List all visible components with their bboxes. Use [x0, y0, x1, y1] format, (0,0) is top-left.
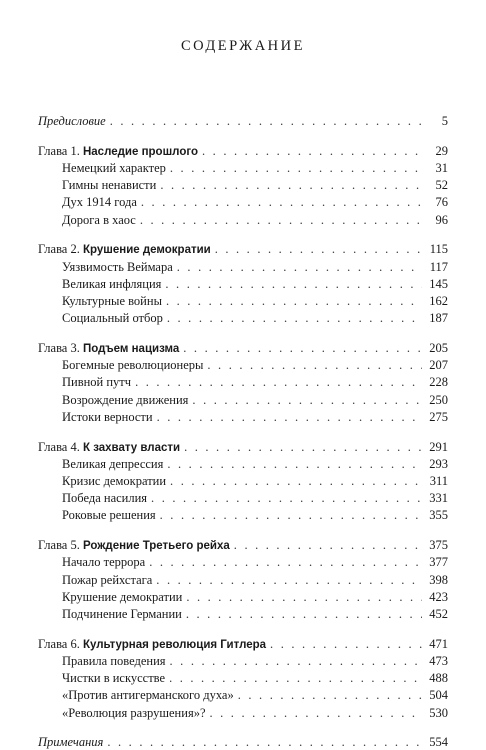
- page-number: 375: [429, 538, 448, 553]
- page-number: 31: [435, 161, 448, 175]
- dot-leader: [234, 537, 422, 553]
- toc-section[interactable]: [62, 259, 448, 275]
- toc-chapter-6[interactable]: [38, 636, 448, 652]
- section-label: Культурные войны: [62, 294, 162, 308]
- page-number: 250: [429, 392, 448, 407]
- chapter-number: Глава 5.: [38, 538, 83, 553]
- page-number: 29: [435, 143, 448, 158]
- dot-leader: [110, 113, 422, 129]
- chapter-heading: [38, 439, 180, 456]
- dot-leader: [157, 409, 422, 425]
- section-label: «Революция разрушения»?: [62, 705, 206, 720]
- chapter-title: Наследие прошлого: [82, 145, 199, 158]
- toc-section[interactable]: [62, 276, 448, 292]
- dot-leader: [215, 241, 422, 257]
- toc-section[interactable]: [62, 589, 448, 605]
- page-number: 228: [429, 375, 448, 390]
- page-number: 471: [429, 636, 448, 651]
- chapter-heading: [38, 241, 211, 258]
- toc-section[interactable]: [62, 507, 448, 523]
- section-label: Роковые решения: [62, 508, 156, 523]
- chapter-title: К захвату власти: [82, 441, 181, 454]
- toc-section[interactable]: [62, 473, 448, 489]
- entry-label: Предисловие: [38, 114, 106, 128]
- section-label: Дух 1914 года: [62, 195, 137, 210]
- chapter-number: Глава 3.: [38, 341, 83, 355]
- chapter-heading: [38, 636, 266, 653]
- dot-leader: [141, 194, 422, 210]
- page-number: 293: [429, 456, 448, 471]
- dot-leader: [170, 473, 422, 489]
- section-label: Пивной путч: [62, 375, 132, 390]
- toc-chapter-5[interactable]: [38, 537, 448, 553]
- chapter-title: Рождение Третьего рейха: [82, 540, 230, 553]
- dot-leader: [135, 374, 422, 390]
- chapter-number: Глава 6.: [38, 636, 83, 651]
- section-label: Уязвимость Веймара: [62, 259, 173, 274]
- section-label: Подчинение Германии: [62, 607, 182, 621]
- toc-entry-preface[interactable]: [38, 113, 448, 129]
- toc-section[interactable]: [62, 160, 448, 176]
- toc-section[interactable]: [62, 374, 448, 390]
- dot-leader: [170, 653, 422, 669]
- section-label: «Против антигерманского духа»: [62, 688, 234, 703]
- page-number: 5: [441, 114, 448, 128]
- dot-leader: [177, 259, 422, 275]
- page-number: 187: [429, 311, 448, 326]
- section-label: Гимны ненависти: [62, 178, 157, 193]
- page-number: 377: [429, 555, 448, 570]
- dot-leader: [202, 143, 422, 159]
- dot-leader: [169, 670, 422, 686]
- page-number: 117: [429, 259, 448, 274]
- dot-leader: [156, 572, 422, 588]
- chapter-number: Глава 4.: [38, 439, 83, 454]
- toc-section[interactable]: [62, 392, 448, 408]
- section-label: Победа насилия: [62, 491, 148, 506]
- toc-entry-notes[interactable]: [38, 734, 448, 750]
- entry-label: Примечания: [38, 735, 104, 750]
- page-number: 311: [429, 474, 448, 488]
- page-number: 145: [429, 276, 448, 291]
- page-number: 473: [429, 654, 448, 668]
- chapter-title: Культурная революция Гитлера: [82, 638, 267, 651]
- page-number: 355: [429, 508, 448, 523]
- toc-section[interactable]: [62, 310, 448, 326]
- toc-section[interactable]: [62, 554, 448, 570]
- toc-section[interactable]: [62, 194, 448, 210]
- toc-section[interactable]: [62, 212, 448, 228]
- section-label: Дорога в хаос: [62, 212, 136, 227]
- section-label: Кризис демократии: [62, 474, 167, 488]
- dot-leader: [151, 490, 422, 506]
- dot-leader: [184, 439, 422, 455]
- section-label: Великая депрессия: [62, 456, 164, 471]
- toc-section[interactable]: [62, 357, 448, 373]
- dot-leader: [186, 606, 422, 622]
- dot-leader: [183, 340, 422, 356]
- section-label: Начало террора: [62, 555, 146, 570]
- toc-section[interactable]: [62, 670, 448, 686]
- section-label: Немецкий характер: [62, 161, 166, 175]
- chapter-number: Глава 2.: [38, 242, 83, 257]
- toc-section[interactable]: [62, 456, 448, 472]
- page-number: 115: [429, 242, 448, 257]
- page-number: 423: [429, 589, 448, 604]
- chapter-title: Подъем нацизма: [82, 343, 180, 355]
- toc-section[interactable]: [62, 606, 448, 622]
- dot-leader: [160, 507, 422, 523]
- dot-leader: [149, 554, 422, 570]
- section-label: Чистки в искусстве: [62, 671, 166, 686]
- page-number: 452: [429, 607, 448, 621]
- page-number: 76: [435, 195, 448, 210]
- toc-chapter-1[interactable]: [38, 143, 448, 159]
- dot-leader: [186, 589, 422, 605]
- dot-leader: [192, 392, 422, 408]
- page-number: 207: [429, 358, 448, 373]
- section-label: Истоки верности: [62, 409, 153, 424]
- toc-chapter-2[interactable]: [38, 241, 448, 257]
- dot-leader: [238, 687, 422, 703]
- chapter-heading: [38, 143, 198, 160]
- section-label: Богемные революционеры: [62, 358, 204, 373]
- section-label: Социальный отбор: [62, 311, 163, 326]
- page-number: 96: [435, 212, 448, 227]
- section-label: Великая инфляция: [62, 276, 162, 291]
- toc-section[interactable]: [62, 409, 448, 425]
- dot-leader: [210, 705, 423, 721]
- dot-leader: [140, 212, 422, 228]
- page-number: 331: [429, 491, 448, 506]
- chapter-heading: [38, 340, 179, 357]
- dot-leader: [167, 310, 422, 326]
- chapter-heading: [38, 537, 230, 554]
- page-number: 52: [435, 178, 448, 193]
- section-label: Пожар рейхстага: [62, 572, 153, 587]
- page-number: 530: [429, 705, 448, 720]
- page-number: 398: [429, 572, 448, 587]
- page-number: 275: [429, 409, 448, 424]
- dot-leader: [207, 357, 422, 373]
- section-label: Правила поведения: [62, 654, 166, 668]
- page-number: 488: [429, 671, 448, 686]
- toc-chapter-4[interactable]: [38, 439, 448, 455]
- chapter-title: Крушение демократии: [82, 244, 211, 257]
- dot-leader: [170, 160, 422, 176]
- dot-leader: [107, 734, 422, 750]
- toc-section[interactable]: [62, 177, 448, 193]
- section-label: Возрождение движения: [62, 392, 189, 407]
- dot-leader: [167, 456, 422, 472]
- toc-section[interactable]: [62, 705, 448, 721]
- page-title: СОДЕРЖАНИЕ: [181, 38, 305, 54]
- page-number: 504: [429, 688, 448, 703]
- toc-section[interactable]: [62, 687, 448, 703]
- toc-section[interactable]: [62, 293, 448, 309]
- toc-section[interactable]: [62, 572, 448, 588]
- section-label: Крушение демократии: [62, 589, 183, 604]
- dot-leader: [160, 177, 422, 193]
- dot-leader: [165, 276, 422, 292]
- toc-chapter-3[interactable]: [38, 340, 448, 356]
- page-number: 162: [429, 294, 448, 308]
- dot-leader: [270, 636, 422, 652]
- toc-section[interactable]: [62, 653, 448, 669]
- page-number: 205: [429, 341, 448, 355]
- chapter-number: Глава 1.: [38, 143, 83, 158]
- dot-leader: [166, 293, 422, 309]
- page-number: 291: [429, 439, 448, 454]
- toc-section[interactable]: [62, 490, 448, 506]
- page-number: 554: [429, 735, 448, 750]
